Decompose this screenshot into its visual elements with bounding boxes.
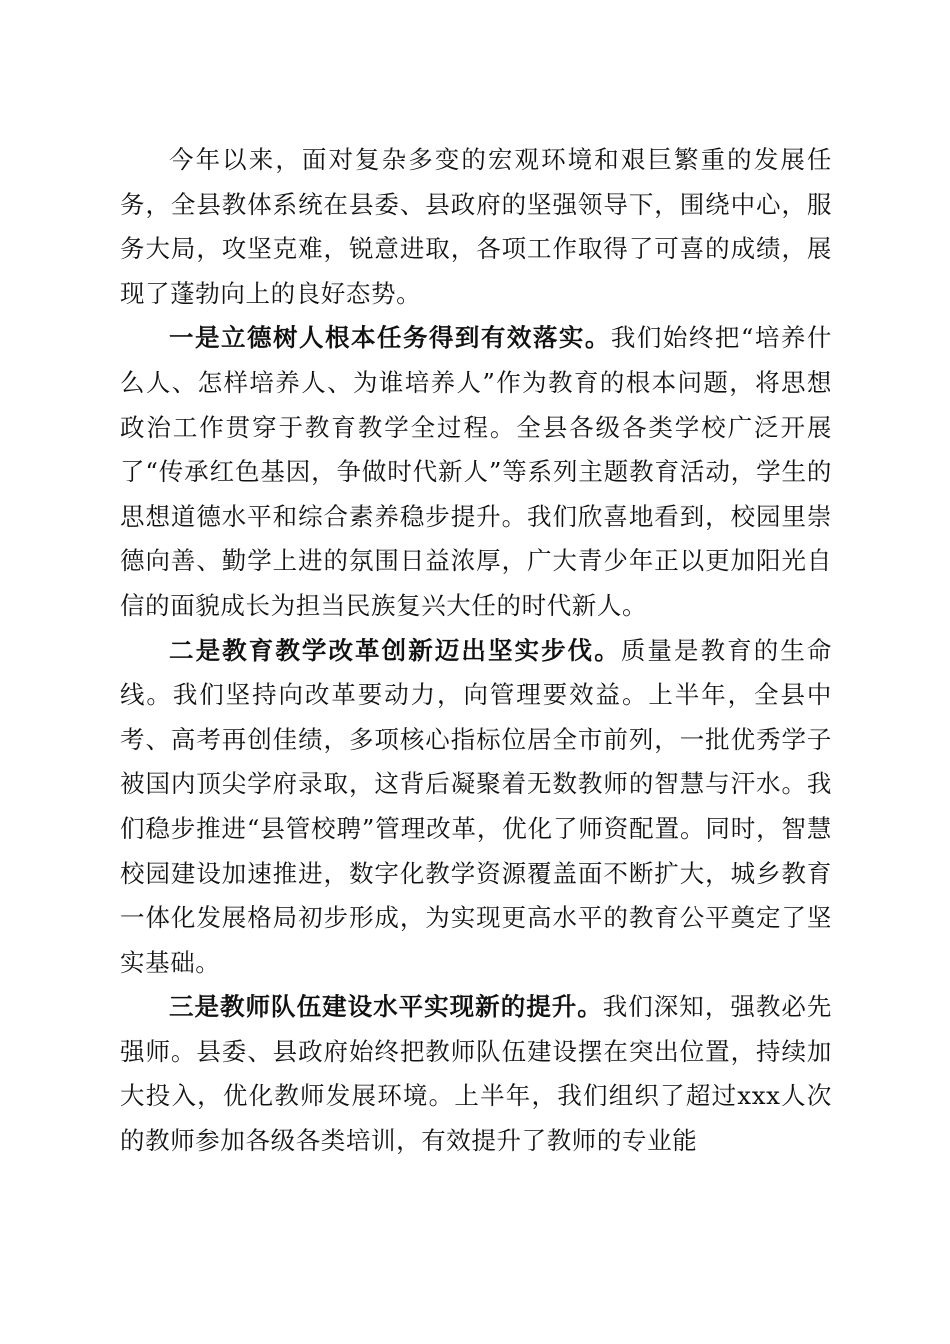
paragraph-moral-education bbox=[120, 316, 832, 628]
paragraph-lead: 三是教师队伍建设水平实现新的提升。 bbox=[169, 992, 603, 1022]
paragraph-intro bbox=[120, 138, 832, 316]
paragraph-text: 我们深知，强教必先强师。县委、县政府始终把教师队伍建设摆在突出位置，持续加大投入，优化教师发展环境。上半年，我们组织了超过xxx人次的教师参加各级各类培训，有效提升了教师的专业能 bbox=[120, 992, 832, 1156]
document-page bbox=[120, 138, 832, 1164]
paragraph-lead: 二是教育教学改革创新迈出坚实步伐。 bbox=[169, 635, 621, 665]
paragraph-text: 我们始终把“培养什么人、怎样培养人、为谁培养人”作为教育的根本问题，将思想政治工作贯穿于教育教学全过程。全县各级各类学校广泛开展了“传承红色基因，争做时代新人”等系列主题教育活动，学生的思想道德水平和综合素养稳步提升。我们欣喜地看到，校园里崇德向善、勤学上进的氛围日益浓厚，广大青少年正以更加阳光自信的面貌成长为担当民族复兴大任的时代新人。 bbox=[120, 323, 832, 620]
paragraph-teacher-team bbox=[120, 985, 832, 1163]
paragraph-text: 今年以来，面对复杂多变的宏观环境和艰巨繁重的发展任务，全县教体系统在县委、县政府的坚强领导下，围绕中心，服务大局，攻坚克难，锐意进取，各项工作取得了可喜的成绩，展现了蓬勃向上的良好态势。 bbox=[120, 145, 832, 308]
paragraph-teaching-reform bbox=[120, 629, 832, 986]
paragraph-lead: 一是立德树人根本任务得到有效落实。 bbox=[169, 323, 611, 353]
paragraph-text: 质量是教育的生命线。我们坚持向改革要动力，向管理要效益。上半年，全县中考、高考再创佳绩，多项核心指标位居全市前列，一批优秀学子被国内顶尖学府录取，这背后凝聚着无数教师的智慧与汗水。我们稳步推进“县管校聘”管理改革，优化了师资配置。同时，智慧校园建设加速推进，数字化教学资源覆盖面不断扩大，城乡教育一体化发展格局初步形成，为实现更高水平的教育公平奠定了坚实基础。 bbox=[120, 635, 832, 977]
